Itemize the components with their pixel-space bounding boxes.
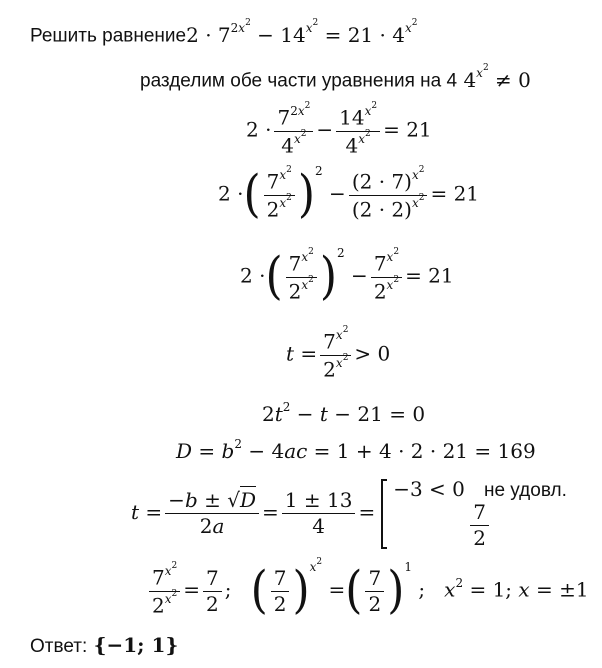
task-line [30, 18, 418, 48]
discriminant: $D = b^2 - 4ac = 1 + 4 \cdot 2 \cdot 21 = 169$ [176, 437, 536, 463]
equation-step-1: 2 · $\frac{7^{2x^2}}{4^{x^2}}$ − $\frac{14^{x^2}}{4^{x^2}}$ = 21 [246, 101, 432, 158]
answer-line [30, 633, 178, 658]
solution-step: $\frac{7^{x^2}}{2^{x^2}}$ = $\frac{7}{2}$ ; ( $\frac{7}{2}$ )$^{x^2}$ =( $\frac{7}{2}$ )$^1$ ; $x^2 = 1$; x = ±1 [146, 566, 589, 616]
cases-bracket [381, 479, 387, 549]
divide-note [140, 63, 531, 93]
case-note: не удовл. [483, 480, 567, 501]
divide-note-text: разделим обе части уравнения на 4 [140, 70, 458, 92]
roots: t = $\frac{-b \pm √D}{2a}$ = $\frac{1 \pm 13}{4}$ = −3 < 0 не удовл. $\frac{7}{2}$ [131, 477, 567, 550]
answer-label: Ответ: [30, 636, 88, 657]
equation-step-2: 2 ·( $\frac{7^{x^2}}{2^{x^2}}$ )$^2$ − $\frac{(2 \cdot 7)^{x^2}}{(2 \cdot 2)^{x^2}}$ = 21 [218, 164, 480, 224]
task-label: Решить равнение [30, 25, 187, 47]
substitution: t = $\frac{7^{x^2}}{2^{x^2}}$ > 0 [286, 325, 391, 382]
answer-value: {−1; 1} [93, 633, 179, 657]
quadratic: $2t^2 - t - 21 = 0$ [262, 400, 426, 426]
divide-note-math: $4^{x^2} \ne 0$ [463, 63, 531, 92]
task-equation: $2 \cdot 7^{2x^2} - 14^{x^2} = 21 \cdot 4^{x^2}$ [186, 18, 418, 47]
equation-step-3: 2 ·( $\frac{7^{x^2}}{2^{x^2}}$ )$^2$ − $\frac{7^{x^2}}{2^{x^2}}$ = 21 [240, 246, 454, 306]
